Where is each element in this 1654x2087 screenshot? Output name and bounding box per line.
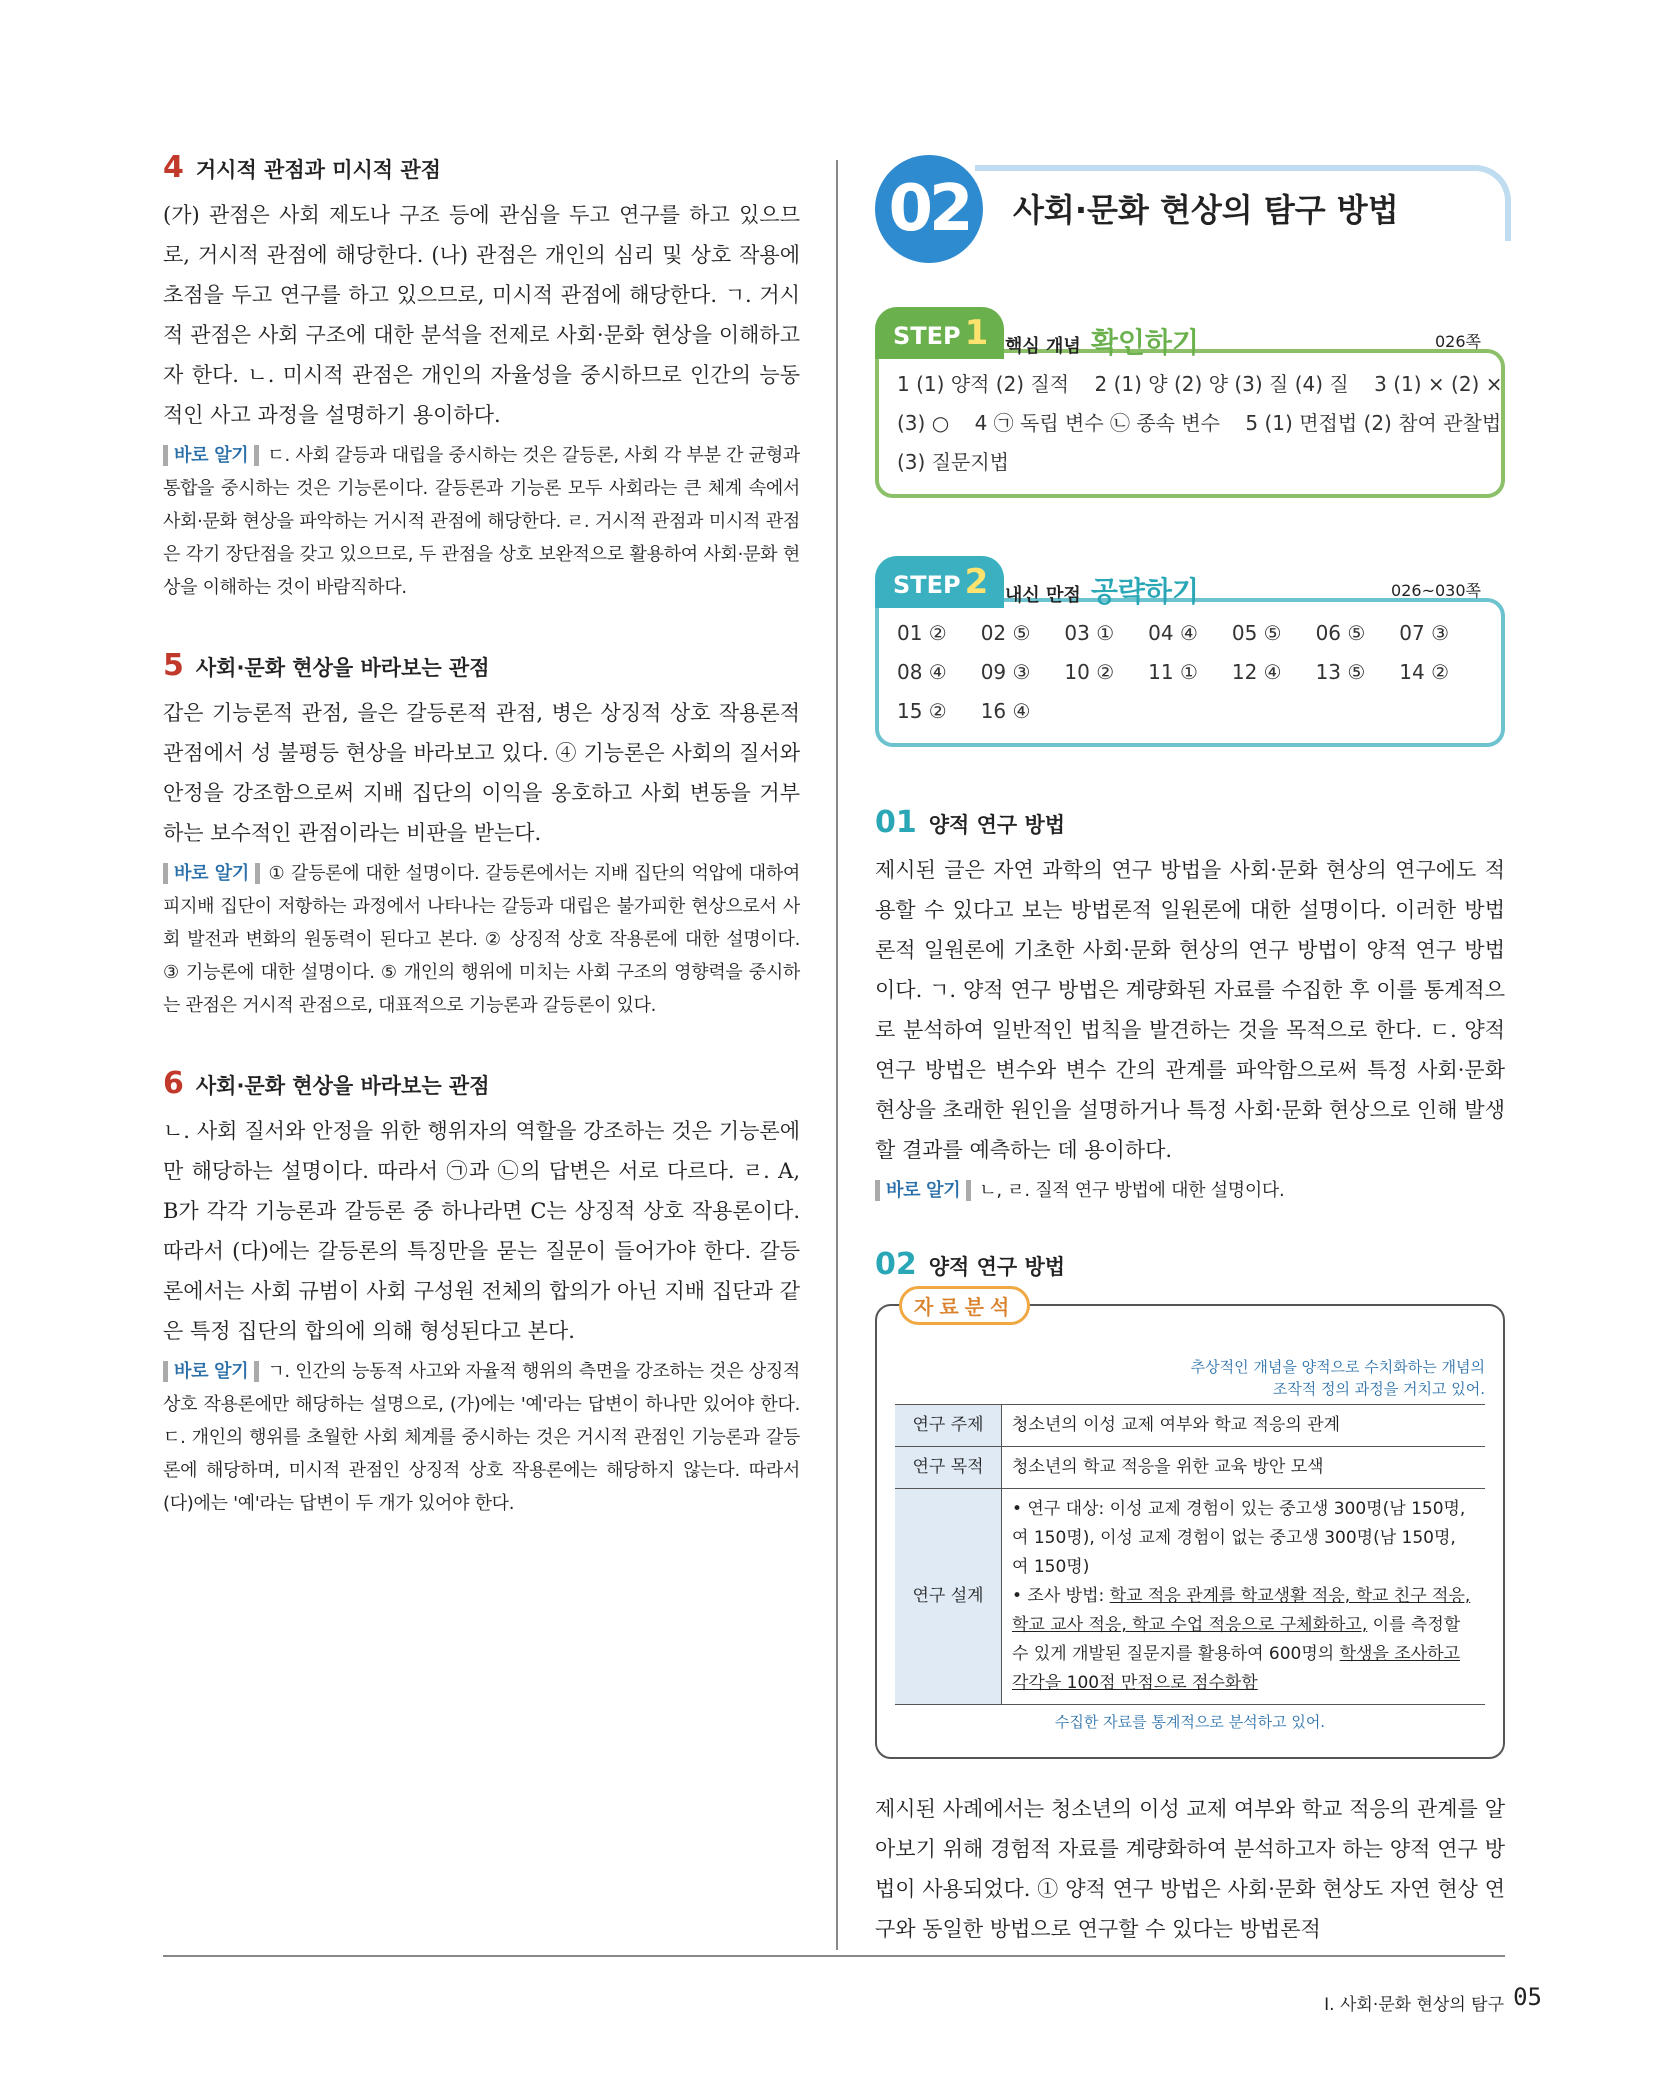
row-header: 연구 주제	[895, 1405, 1002, 1447]
question-number: 4	[163, 150, 184, 185]
answer-item: 09 ③	[980, 660, 1031, 684]
step1-badge	[875, 307, 1004, 359]
step2-badge	[875, 556, 1004, 608]
explanation: 갑은 기능론적 관점, 을은 갈등론적 관점, 병은 상징적 상호 작용론적 관점에서 성 불평등 현상을 바라보고 있다. ④ 기능론은 사회의 질서와 안정을 강조함으로써 지배 집단의 이익을 옹호하고 사회 변동을 거부하는 보수적인 관점이라는 비판을 받는다.	[163, 701, 800, 845]
bottom-rule	[163, 1955, 1505, 1957]
step1-page-ref: 026쪽	[1435, 332, 1481, 351]
step1-box	[875, 307, 1505, 498]
step1-answers	[875, 349, 1505, 498]
annotation-line: 조작적 정의 과정을 거치고 있어.	[1272, 1380, 1485, 1398]
section-header	[875, 155, 1505, 255]
annotation-line: 추상적인 개념을 양적으로 수치화하는 개념의	[1190, 1358, 1485, 1376]
baro-algi-tag: 바로 알기	[875, 1180, 971, 1201]
method-underline: 학교 적응 관계를 학교생활 적응, 학교 친구 적응, 학교 교사 적응, 학교 수업 적응으로 구체화하고,	[1012, 1586, 1471, 1635]
answer-item: 16 ④	[980, 699, 1031, 723]
research-table	[895, 1404, 1485, 1705]
step2-page-ref: 026~030쪽	[1391, 581, 1481, 600]
design-target: • 연구 대상: 이성 교제 경험이 있는 중고생 300명(남 150명, 여 150명), 이성 교제 경험이 없는 중고생 300명(남 150명, 여 150명)	[1012, 1499, 1466, 1577]
step2-label: 내신 만점	[1005, 585, 1081, 606]
answer-item: 03 ①	[1064, 621, 1115, 645]
annotation-bottom: 수집한 자료를 통계적으로 분석하고 있어.	[1054, 1713, 1326, 1731]
annotation-top	[895, 1356, 1485, 1400]
correction-text: ㄴ, ㄹ. 질적 연구 방법에 대한 설명이다.	[979, 1180, 1285, 1201]
table-row	[895, 1405, 1485, 1447]
footer-chapter: I. 사회·문화 현상의 탐구	[1324, 1995, 1504, 2015]
step-label: STEP	[893, 322, 961, 350]
answer-item: 12 ④	[1231, 660, 1282, 684]
answer-5	[163, 648, 800, 1022]
step1-line: (3) ○ 4 ㉠ 독립 변수 ㉡ 종속 변수 5 (1) 면접법 (2) 참여 관찰법	[897, 411, 1502, 435]
answer-item: 14 ②	[1399, 660, 1450, 684]
answer-item: 05 ⑤	[1231, 621, 1282, 645]
correction-note	[163, 439, 800, 604]
answer-4	[163, 150, 800, 604]
question-number: 6	[163, 1066, 184, 1101]
data-analysis-box	[875, 1295, 1505, 1759]
answer-item: 06 ⑤	[1315, 621, 1366, 645]
step1-heading	[1005, 321, 1199, 361]
method-text: 이를 측정할 수 있게 개발된 질문지를 활용하여 600명의	[1012, 1615, 1461, 1664]
data-analysis-tag: 자료분석	[899, 1286, 1030, 1325]
step1-line: 1 (1) 양적 (2) 질적 2 (1) 양 (2) 양 (3) 질 (4) 질 3 (1) × (2) ×	[897, 372, 1503, 396]
baro-algi-tag: 바로 알기	[163, 1361, 259, 1382]
right-column	[875, 155, 1505, 1949]
answer-grid	[897, 614, 1483, 731]
question-number: 02	[875, 1247, 917, 1282]
question-title: 양적 연구 방법	[928, 1255, 1066, 1279]
step1-label: 핵심 개념	[1005, 336, 1081, 357]
answer-item: 13 ⑤	[1315, 660, 1366, 684]
question-title: 사회·문화 현상을 바라보는 관점	[195, 1074, 490, 1098]
answer-item: 07 ③	[1399, 621, 1450, 645]
correction-text: ㄷ. 사회 갈등과 대립을 중시하는 것은 갈등론, 사회 각 부분 간 균형과 통합을 중시하는 것은 기능론이다. 갈등론과 기능론 모두 사회라는 큰 체계 속에서 사회·문화 현상을 파악하는 거시적 관점에 해당한다. ㄹ. 거시적 관점과 미시적 관점은 각기 장단점을 갖고 있으므로, 두 관점을 상호 보완적으로 활용하여 사회·문화 현상을 이해하는 것이 바람직하다.	[163, 445, 800, 598]
page-number: 05	[1513, 1983, 1542, 2011]
design-method	[1012, 1582, 1475, 1698]
row-value: 청소년의 학교 적응을 위한 교육 방안 모색	[1002, 1447, 1486, 1489]
step1-line: (3) 질문지법	[897, 450, 1009, 474]
correction-note	[163, 1355, 800, 1520]
answer-item: 10 ②	[1064, 660, 1115, 684]
answer-01	[875, 805, 1505, 1207]
left-column	[163, 150, 800, 1564]
row-header: 연구 설계	[895, 1489, 1002, 1705]
answer-item: 01 ②	[897, 621, 947, 645]
question-title: 양적 연구 방법	[928, 813, 1066, 837]
question-number: 5	[163, 648, 184, 683]
step2-heading	[1005, 570, 1199, 610]
correction-note	[163, 857, 800, 1022]
answer-item: 15 ②	[897, 699, 947, 723]
answer-item: 08 ④	[897, 660, 947, 684]
question-title: 거시적 관점과 미시적 관점	[195, 158, 441, 182]
question-title: 사회·문화 현상을 바라보는 관점	[195, 656, 490, 680]
explanation: ㄴ. 사회 질서와 안정을 위한 행위자의 역할을 강조하는 것은 기능론에만 해당하는 설명이다. 따라서 ㉠과 ㉡의 답변은 서로 다르다. ㄹ. A, B가 각각 기능론과 갈등론 중 하나라면 C는 상징적 상호 작용론이다. 따라서 (다)에는 갈등론의 특징만을 묻는 질문이 들어가야 한다. 갈등론에서는 사회 규범이 사회 구성원 전체의 합의가 아닌 지배 집단과 같은 특정 집단의 합의에 의해 형성된다고 본다.	[163, 1119, 800, 1343]
answer-item: 02 ⑤	[980, 621, 1031, 645]
row-value: 청소년의 이성 교제 여부와 학교 적응의 관계	[1002, 1405, 1486, 1447]
explanation: 제시된 사례에서는 청소년의 이성 교제 여부와 학교 적응의 관계를 알아보기 위해 경험적 자료를 계량화하여 분석하고자 하는 양적 연구 방법이 사용되었다. ① 양적 연구 방법은 사회·문화 현상도 자연 현상 연구와 동일한 방법으로 연구할 수 있다는 방법론적	[875, 1797, 1505, 1941]
correction-note	[875, 1174, 1505, 1207]
method-lead: • 조사 방법:	[1012, 1586, 1110, 1606]
correction-text: ① 갈등론에 대한 설명이다. 갈등론에서는 지배 집단의 억압에 대하여 피지배 집단이 저항하는 과정에서 나타나는 갈등과 대립은 불가피한 현상으로서 사회 발전과 변화의 원동력이 된다고 본다. ② 상징적 상호 작용론에 대한 설명이다. ③ 기능론에 대한 설명이다. ⑤ 개인의 행위에 미치는 사회 구조의 영향력을 중시하는 관점은 거시적 관점으로, 대표적으로 기능론과 갈등론이 있다.	[163, 863, 800, 1016]
correction-text: ㄱ. 인간의 능동적 사고와 자율적 행위의 측면을 강조하는 것은 상징적 상호 작용론에만 해당하는 설명으로, (가)에는 '예'라는 답변이 하나만 있어야 한다. ㄷ. 개인의 행위를 초월한 사회 체계를 중시하는 것은 거시적 관점인 기능론과 갈등론에 해당하며, 미시적 관점인 상징적 상호 작용론에는 해당하지 않는다. 따라서 (다)에는 '예'라는 답변이 두 개가 있어야 한다.	[163, 1361, 801, 1514]
step2-answers	[875, 598, 1505, 747]
answer-item: 04 ④	[1148, 621, 1198, 645]
column-divider	[836, 160, 838, 1950]
section-title: 사회·문화 현상의 탐구 방법	[1013, 191, 1399, 229]
question-number: 01	[875, 805, 917, 840]
row-value	[1002, 1489, 1486, 1705]
step2-emphasis: 공략하기	[1090, 575, 1200, 608]
table-row	[895, 1447, 1485, 1489]
step-number: 1	[964, 313, 989, 353]
table-row	[895, 1489, 1485, 1705]
answer-6	[163, 1066, 800, 1520]
explanation: 제시된 글은 자연 과학의 연구 방법을 사회·문화 현상의 연구에도 적용할 수 있다고 보는 방법론적 일원론에 대한 설명이다. 이러한 방법론적 일원론에 기초한 사회·문화 현상의 연구 방법이 양적 연구 방법이다. ㄱ. 양적 연구 방법은 계량화된 자료를 수집한 후 이를 통계적으로 분석하여 일반적인 법칙을 발견하는 것을 목적으로 한다. ㄷ. 양적 연구 방법은 변수와 변수 간의 관계를 파악함으로써 특정 사회·문화 현상을 초래한 원인을 설명하거나 특정 사회·문화 현상으로 인해 발생할 결과를 예측하는 데 용이하다.	[875, 858, 1505, 1162]
step-label: STEP	[893, 571, 961, 599]
step-number: 2	[964, 562, 989, 602]
step1-emphasis: 확인하기	[1090, 326, 1200, 359]
explanation: (가) 관점은 사회 제도나 구조 등에 관심을 두고 연구를 하고 있으므로, 거시적 관점에 해당한다. (나) 관점은 개인의 심리 및 상호 작용에 초점을 두고 연구를 하고 있으므로, 미시적 관점에 해당한다. ㄱ. 거시적 관점은 사회 구조에 대한 분석을 전제로 사회·문화 현상을 이해하고자 한다. ㄴ. 미시적 관점은 개인의 자율성을 중시하므로 인간의 능동적인 사고 과정을 설명하기 용이하다.	[163, 203, 800, 427]
baro-algi-tag: 바로 알기	[163, 863, 260, 884]
answer-item: 11 ①	[1148, 660, 1198, 684]
baro-algi-tag: 바로 알기	[163, 445, 259, 466]
answer-02	[875, 1247, 1505, 1949]
row-header: 연구 목적	[895, 1447, 1002, 1489]
section-number-badge: 02	[875, 155, 983, 263]
method-underline: 학생을 조사하고 각각을 100점 만점으로 점수화함	[1012, 1644, 1460, 1693]
step2-box	[875, 556, 1505, 747]
